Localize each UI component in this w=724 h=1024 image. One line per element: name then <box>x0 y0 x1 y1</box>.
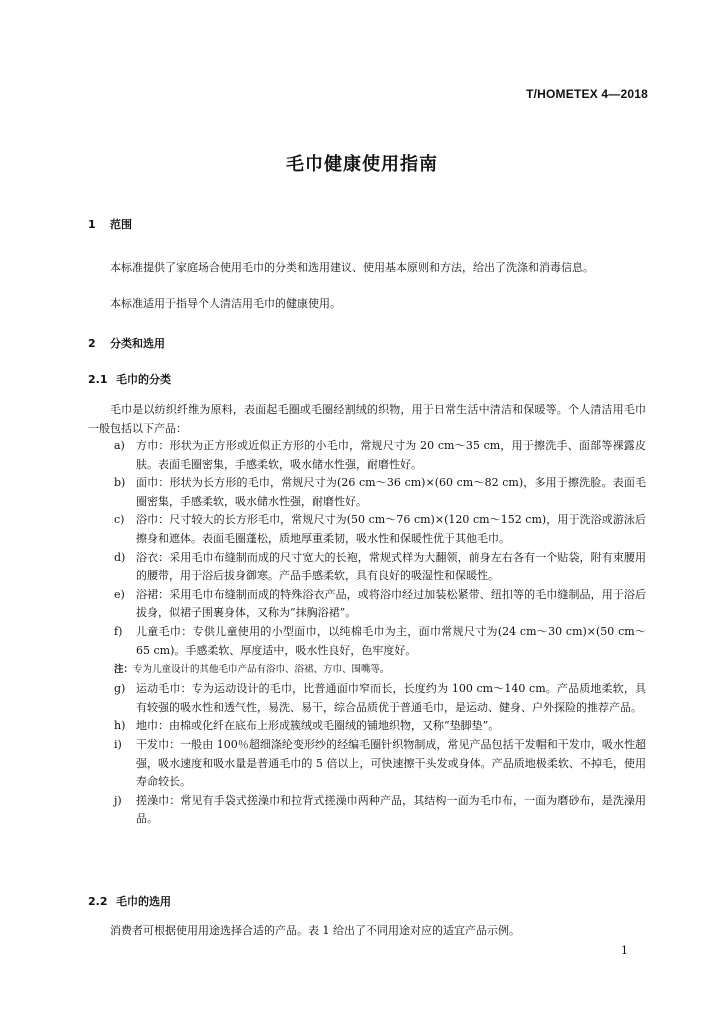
list-item-label: a) <box>114 439 125 452</box>
towel-types-intro: 毛巾是以纺织纤维为原料，表面起毛圈或毛圈经割绒的织物，用于日常生活中清洁和保暖等。个人清洁用毛巾一般包括以下产品： <box>88 403 646 435</box>
list-item-label: d) <box>114 550 126 564</box>
list-item-label: i) <box>114 737 122 751</box>
scope-paragraph-2: 本标准适用于指导个人清洁用毛巾的健康使用。 <box>110 297 341 310</box>
section-title: 毛巾的分类 <box>116 373 171 386</box>
section-title: 毛巾的选用 <box>116 895 171 908</box>
list-item-text: 干发巾：一般由 100％超细涤纶变形纱的经编毛圈针织物制成，常见产品包括干发帽和干发巾，吸水性超强，吸水速度和吸水量是普通毛巾的 5 倍以上，可快速擦干头发或身体。产品质地极柔软、不掉毛，使用寿命较长。 <box>136 737 646 789</box>
list-item <box>88 623 646 660</box>
section-number: 2.1 <box>88 373 108 386</box>
section-number: 2 <box>88 337 96 350</box>
section-title: 分类和选用 <box>110 337 165 350</box>
list-item-text: 搓澡巾：常见有手袋式搓澡巾和拉背式搓澡巾两种产品，其结构一面为毛巾布，一面为磨砂布，是洗澡用品。 <box>136 793 646 826</box>
list-item-label: j) <box>114 793 122 807</box>
document-code: T/HOMETEX 4—2018 <box>526 87 648 101</box>
section-number: 2.2 <box>88 895 108 908</box>
note-text: 专为儿童设计的其他毛巾产品有浴巾、浴裙、方巾、围嘴等。 <box>133 664 390 676</box>
list-item-text: 方巾：形状为正方形或近似正方形的小毛巾，常规尺寸为 20 cm～35 cm，用于擦洗手、面部等裸露皮肤。表面毛圈密集，手感柔软，吸水储水性强，耐磨性好。 <box>136 439 646 471</box>
list-item <box>88 792 646 829</box>
section-title: 范围 <box>110 218 132 231</box>
section-heading-scope <box>88 216 132 232</box>
list-item <box>88 437 646 474</box>
list-item-text: 浴裙：采用毛巾布缝制而成的特殊浴衣产品，或将浴巾经过加装松紧带、纽扣等的毛巾缝制品，用于浴后拔身，似裙子围裹身体，又称为“抹胸浴裙”。 <box>136 587 646 620</box>
list-item <box>88 549 646 586</box>
list-item-label: b) <box>114 476 126 490</box>
note <box>88 660 646 680</box>
document-title: 毛巾健康使用指南 <box>286 154 438 175</box>
towel-types-list <box>88 437 646 829</box>
list-item-text: 地巾：由棉或化纤在底布上形成簇绒或毛圈绒的铺地织物，又称“垫脚垫”。 <box>136 719 500 733</box>
list-item-label: e) <box>114 587 125 601</box>
list-item-text: 浴衣：采用毛巾布缝制而成的尺寸宽大的长袍，常规式样为大翻领，前身左右各有一个贴袋，附有束腰用的腰带，用于浴后拔身御寒。产品手感柔软，具有良好的吸湿性和保暖性。 <box>136 550 646 583</box>
list-item-label: g) <box>114 682 126 696</box>
section-number: 1 <box>88 218 96 231</box>
scope-paragraph-1: 本标准提供了家庭场合使用毛巾的分类和选用建议、使用基本原则和方法，给出了洗涤和消毒信息。 <box>110 261 594 274</box>
note-label: 注： <box>114 664 134 676</box>
section-heading-classification <box>88 335 165 351</box>
subsection-heading-towel-types <box>88 371 171 387</box>
list-item-text: 面巾：形状为长方形的毛巾，常规尺寸为(26 cm～36 cm)×(60 cm～82 cm)，多用于擦洗脸。表面毛圈密集，手感柔软，吸水储水性强，耐磨性好。 <box>136 476 646 508</box>
list-item-label: c) <box>114 513 125 527</box>
list-item <box>88 474 646 511</box>
list-item-label: f) <box>114 624 123 638</box>
list-item <box>88 511 646 548</box>
list-item-text: 浴巾：尺寸较大的长方形毛巾，常规尺寸为(50 cm～76 cm)×(120 cm～152 cm)，用于洗浴或游泳后擦身和遮体。表面毛圈蓬松，质地厚重柔韧，吸水性和保暖性优于其他毛巾。 <box>136 513 646 545</box>
page-number: 1 <box>621 944 628 957</box>
list-item <box>88 680 646 717</box>
list-item <box>88 717 646 736</box>
list-item-text: 儿童毛巾：专供儿童使用的小型面巾，以纯棉毛巾为主，面巾常规尺寸为(24 cm～30 cm)×(50 cm～65 cm)。手感柔软、厚度适中，吸水性良好，色牢度好。 <box>136 624 646 657</box>
towel-selection-paragraph: 消费者可根据使用用途选择合适的产品。表 1 给出了不同用途对应的适宜产品示例。 <box>110 924 520 937</box>
list-item-label: h) <box>114 719 126 733</box>
list-item <box>88 736 646 792</box>
subsection-heading-towel-selection <box>88 893 171 909</box>
list-item <box>88 586 646 623</box>
list-item-text: 运动毛巾：专为运动设计的毛巾，比普通面巾窄而长，长度约为 100 cm～140 cm。产品质地柔软，具有较强的吸水性和透气性，易洗、易干，综合品质优于普通毛巾，是运动、健身、户外探险的推荐产品。 <box>136 682 646 714</box>
